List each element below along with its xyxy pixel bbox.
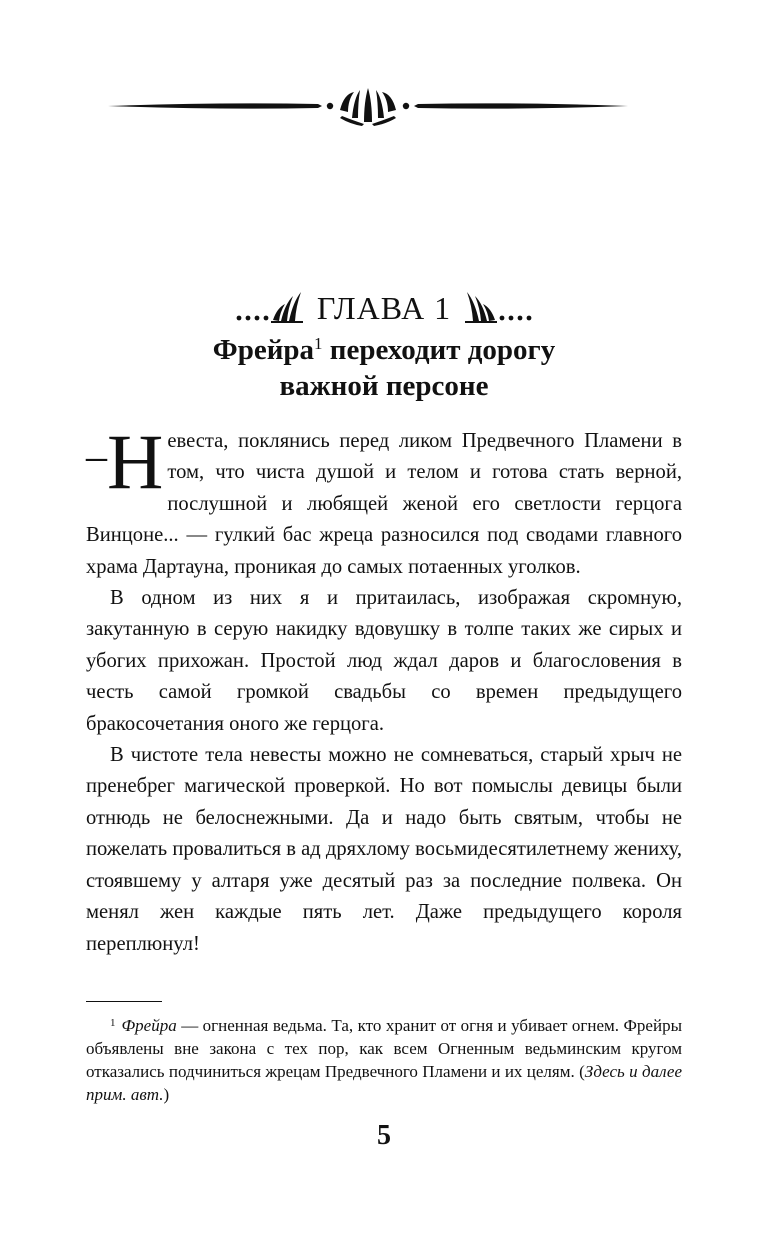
footnote-close: ) bbox=[163, 1085, 170, 1104]
paragraph-2: В одном из них я и притаилась, изображая скромную, закутанную в серую накидку вдовушку в толпе таких же сирых и убогих прихожан. Простой люд ждал даров и благословения в честь самой громкой свадьбы со времен предыдущего бракосочетания оного же герцога. bbox=[86, 587, 682, 735]
footnote bbox=[86, 1012, 682, 1106]
chapter-title-rest: переходит дорогу bbox=[322, 334, 556, 366]
chapter-title-word: Фрейра bbox=[212, 334, 315, 366]
chapter-title-line2: важной персоне bbox=[279, 370, 489, 402]
paragraph-3: В чистоте тела невесты можно не сомневаться, старый хрыч не пренебрег магической проверкой. Но вот помыслы девицы были отнюдь не белоснежными. Да и надо быть святым, чтобы не пожелать провалиться в ад дряхлому восьмидесятилетнему жениху, стоявшему у алтаря уже десятый раз за последние полвека. Он менял жен каждые пять лет. Даже предыдущего короля переплюнул! bbox=[86, 744, 682, 955]
right-flourish-icon bbox=[463, 290, 533, 326]
top-divider-ornament bbox=[108, 84, 628, 128]
left-flourish-icon bbox=[235, 290, 305, 326]
chapter-heading bbox=[0, 286, 768, 404]
dropcap-letter: Н bbox=[107, 418, 164, 505]
footnote-term: Фрейра bbox=[121, 1016, 177, 1035]
chapter-label-line bbox=[0, 286, 768, 330]
chapter-body bbox=[86, 418, 682, 960]
footnote-text: — огненная ведьма. Та, кто хранит от огня и убивает огнем. Фрейры объявлены вне закона с тех пор, как всем Огненным ведьминским кругом отказались подчиниться жрецам Предвечного Пламени и их целям. ( bbox=[86, 1016, 682, 1081]
chapter-title bbox=[0, 332, 768, 404]
footnote-reference[interactable]: 1 bbox=[314, 334, 323, 353]
chapter-label: ГЛАВА 1 bbox=[316, 289, 452, 326]
footnote-divider bbox=[86, 1001, 162, 1002]
footnote-mark: 1 bbox=[110, 1017, 116, 1029]
page-number: 5 bbox=[377, 1120, 391, 1151]
footnote-note: Здесь и далее прим. авт. bbox=[86, 1062, 682, 1104]
paragraph-1 bbox=[86, 418, 682, 583]
dropcap-dash: – bbox=[86, 434, 107, 480]
paragraph-1-text: евеста, поклянись перед ликом Предвечного Пламени в том, что чиста душой и телом и готова стать верной, послушной и любящей женой его светлости герцога Винцоне... — гулкий бас жреца разносился под сводами главного храма Дартауна, проникая до самых потаенных уголков. bbox=[86, 430, 682, 578]
